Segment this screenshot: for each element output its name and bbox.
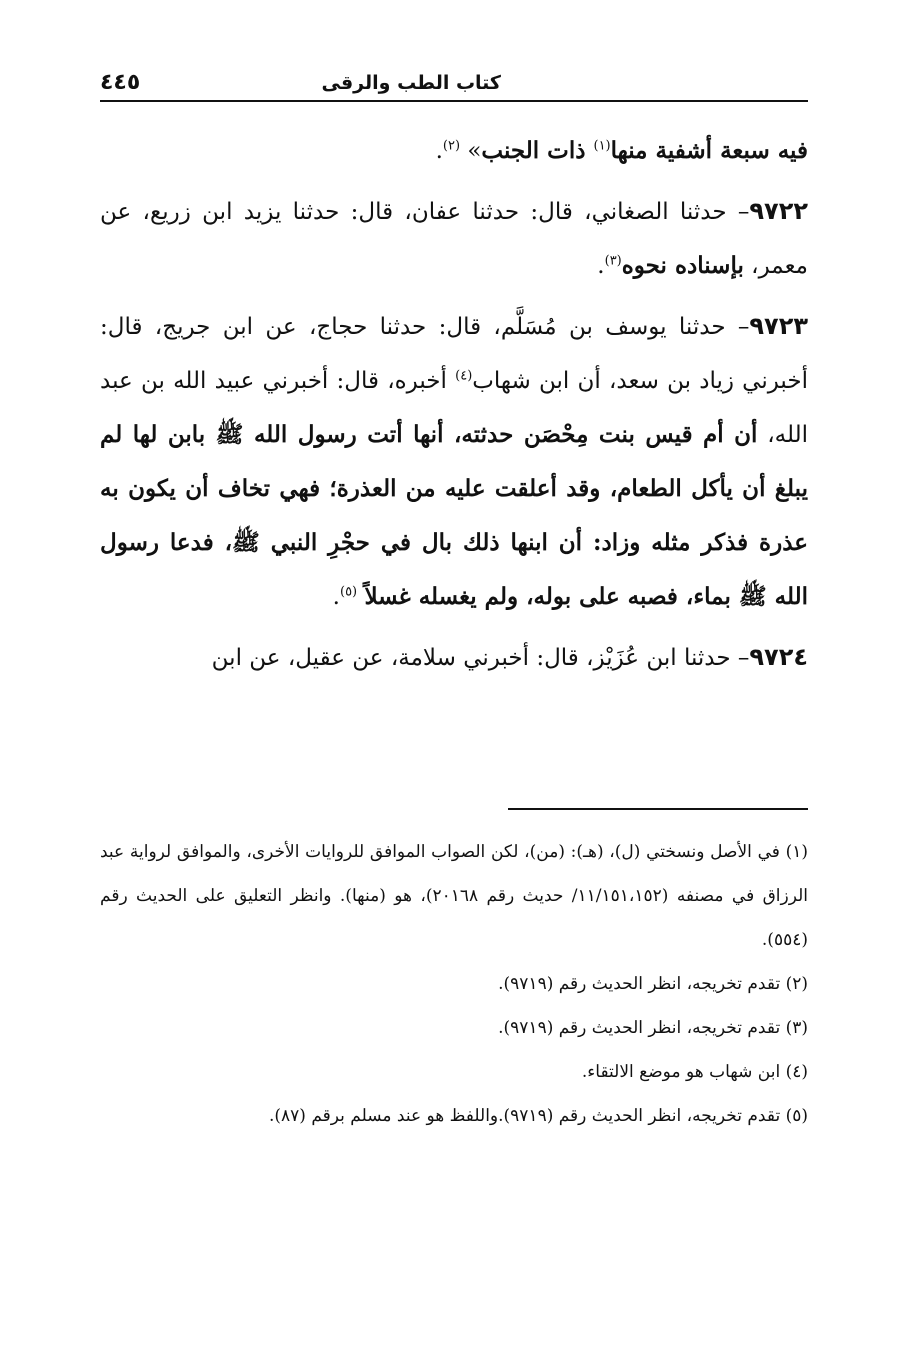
continued-paragraph [100,124,808,178]
footnote-3: (٣) تقدم تخريجه، انظر الحديث رقم (٩٧١٩). [498,1018,808,1038]
footnote-5: (٥) تقدم تخريجه، انظر الحديث رقم (٩٧١٩).واللفظ هو عند مسلم برقم (٨٧). [268,1106,808,1126]
main-text [100,124,808,685]
footnote-ref: (٥) [339,584,358,600]
footnote-ref: (١) [593,138,611,154]
footnote-1: (١) في الأصل ونسختي (ل)، (هـ): (من)، لكن الصواب الموافق للروايات الأخرى، والموافق لرواية عبد الرزاق في مصنفه (١١/١٥١،١٥٢/ حديث رقم ٢٠١٦٨)، هو (منها). وانظر التعليق على الحديث رقم (٥٥٤). [100,842,808,950]
hadith-paragraph-9723 [100,299,808,624]
hadith-text: . [332,584,340,610]
hadith-number: ٩٧٢٤ [749,643,808,671]
footnotes [100,830,808,1138]
page-header [100,70,806,100]
hadith-paragraph-9722 [100,184,808,293]
hadith-text: – حدثنا ابن عُزَيْز، قال: أخبرني سلامة، عن عقيل، عن ابن [211,645,750,671]
hadith-text-bold: بإسناده نحوه [621,252,744,279]
hadith-text-bold: فيه سبعة أشفية منها [610,137,808,164]
footnote-divider [508,808,808,810]
running-title: كتاب الطب والرقى [321,72,501,94]
hadith-text-bold: أن أم قيس بنت مِحْصَن حدثته، أنها أتت رسول الله ﷺ بابن لها لم يبلغ أن يأكل الطعام، وقد أعلقت عليه من العذرة؛ فهي تخاف أن يكون به عذرة فذكر مثله وزاد: أن ابنها ذلك بال في حجْرِ النبي ﷺ، فدعا رسول الله ﷺ بماء، فصبه على بوله، ولم يغسله غسلاً [100,421,808,610]
hadith-paragraph-9724 [100,630,808,685]
hadith-text: – حدثنا الصغاني، قال: حدثنا عفان، قال: حدثنا يزيد ابن زريع، عن معمر، [100,199,808,279]
hadith-text: . [435,138,443,164]
header-divider [100,100,808,102]
footnote-ref: (٣) [604,253,622,269]
footnote-ref: (٢) [442,138,461,154]
page-number: ٤٤٥ [100,70,141,95]
footnote-2: (٢) تقدم تخريجه، انظر الحديث رقم (٩٧١٩). [498,974,808,994]
footnote-ref: (٤) [455,368,473,384]
hadith-text: . [597,253,605,279]
hadith-number: ٩٧٢٣ [749,312,808,340]
hadith-text-bold: ذات الجنب [481,137,594,164]
hadith-text: أخبره، قال: أخبرني عبيد الله بن عبد الله، [100,368,809,448]
hadith-number: ٩٧٢٢ [749,197,808,225]
hadith-text: – حدثنا يوسف بن مُسَلَّم، قال: حدثنا حجاج، عن ابن جريج، قال: أخبرني زياد بن سعد، أن ابن شهاب [100,314,808,394]
footnote-4: (٤) ابن شهاب هو موضع الالتقاء. [581,1062,808,1082]
hadith-text: » [460,138,482,164]
